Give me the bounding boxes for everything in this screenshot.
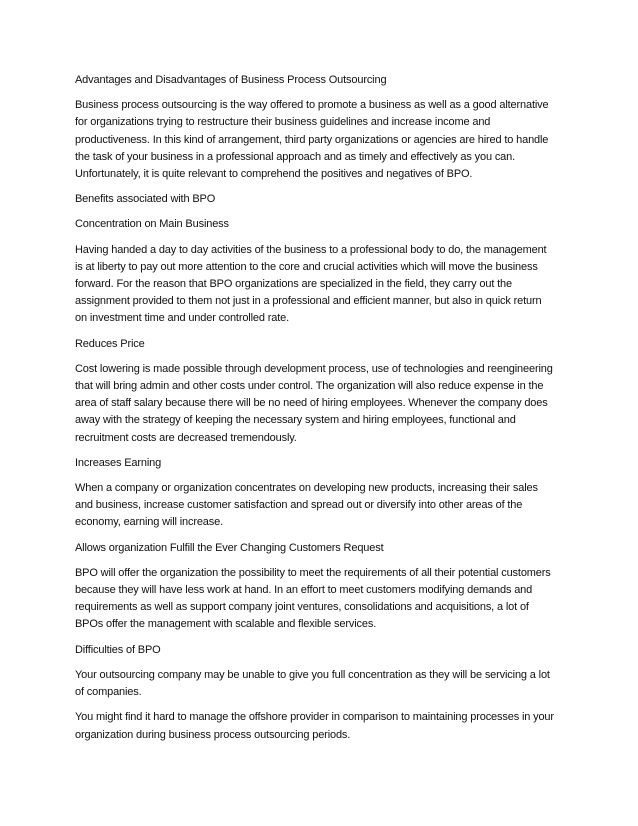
- request-heading: Allows organization Fulfill the Ever Changing Customers Request: [75, 541, 384, 554]
- concentration-paragraph: Having handed a day to day activities of the business to a professional body to do, the management is at liberty to pay out more attention to the core and crucial activities which will move the business forward. For the reason that BPO organizations are specialized in the field, they carry out the assignment provided to them not just in a professional and efficient manner, but also in quick return on investment time and under controlled rate.: [75, 243, 547, 325]
- document-title: Advantages and Disadvantages of Business Process Outsourcing: [75, 74, 387, 86]
- intro-paragraph: Business process outsourcing is the way offered to promote a business as well as a good alternative for organizations trying to restructure their business guidelines and increase income and productiveness. In this kind of arrangement, third party organizations or agencies are hired to handle the task of your business in a professional approach and as timely and effectively as you can. Unfortunately, it is quite relevant to comprehend the positives and negatives of BPO.: [75, 99, 549, 181]
- concentration-heading: Concentration on Main Business: [75, 218, 229, 231]
- difficulties-paragraph-2: You might find it hard to manage the offshore provider in comparison to maintaining processes in your organization during business process outsourcing periods.: [75, 711, 554, 741]
- earning-heading: Increases Earning: [75, 456, 162, 469]
- document-page: [75, 72, 555, 752]
- price-heading: Reduces Price: [75, 337, 145, 350]
- earning-paragraph: When a company or organization concentrates on developing new products, increasing their sales and business, increase customer satisfaction and spread out or diversify into other areas of the economy, earning will increase.: [75, 482, 538, 529]
- request-paragraph: BPO will offer the organization the possibility to meet the requirements of all their potential customers because they will have less work at hand. In an effort to meet customers modifying demands and requirements as well as support company joint ventures, consolidations and acquisitions, a lot of BPOs offer the management with scalable and flexible services.: [75, 566, 551, 631]
- difficulties-paragraph-1: Your outsourcing company may be unable to give you full concentration as they will be servicing a lot of companies.: [75, 668, 550, 699]
- benefits-heading: Benefits associated with BPO: [75, 193, 216, 206]
- price-paragraph: Cost lowering is made possible through development process, use of technologies and reengineering that will bring admin and other costs under control. The organization will also reduce expense in the area of staff salary because there will be no need of hiring employees. Whenever the company does away with the strategy of keeping the necessary system and hiring employees, functional and recruitment costs are decreased tremendously.: [75, 362, 553, 444]
- difficulties-heading: Difficulties of BPO: [75, 643, 161, 656]
